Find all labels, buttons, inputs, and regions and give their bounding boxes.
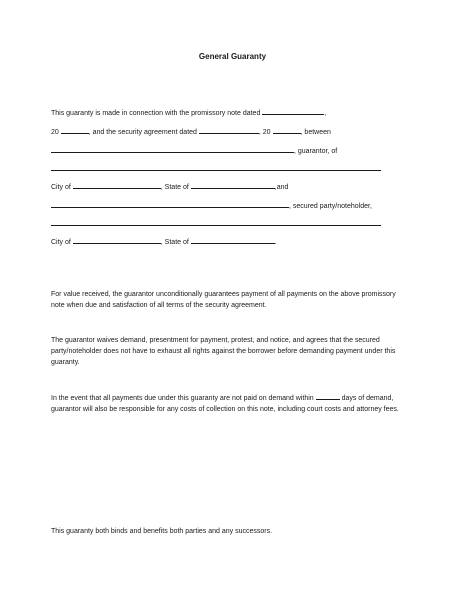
secured-party-name-blank[interactable] — [51, 200, 289, 208]
paragraph-collection — [51, 392, 411, 415]
intro-line-4 — [51, 163, 381, 175]
intro-line-8: City of , State of . — [51, 236, 277, 248]
guarantor-state-blank[interactable] — [191, 181, 275, 189]
intro-line-5 — [51, 181, 288, 193]
intro-line-2 — [51, 126, 331, 138]
year-prefix: 20 — [51, 129, 59, 136]
security-agreement-text: , and the security agreement dated — [88, 129, 197, 136]
secured-party-city-blank[interactable] — [73, 236, 161, 244]
document-title: General Guaranty — [198, 52, 267, 61]
intro-line-3 — [51, 145, 337, 157]
state-label: , State of — [160, 184, 189, 191]
agreement-year-blank[interactable] — [273, 126, 301, 134]
guarantor-label: , guarantor, of — [294, 148, 338, 155]
guarantor-address-blank[interactable] — [51, 163, 381, 171]
demand-days-blank[interactable] — [316, 392, 340, 400]
intro-line-7 — [51, 218, 381, 230]
city-label: City of — [51, 184, 71, 191]
city-label-b: City of — [51, 239, 71, 246]
intro-line-6 — [51, 200, 372, 212]
intro-line-1: This guaranty is made in connection with the promissory note dated , — [51, 107, 326, 119]
secured-party-state-blank[interactable] — [191, 236, 275, 244]
guarantor-name-blank[interactable] — [51, 145, 294, 153]
year-prefix-b: , 20 — [258, 129, 271, 136]
secured-party-label: , secured party/noteholder, — [289, 203, 372, 210]
and-label: ,and — [274, 184, 289, 191]
paragraph-successors: This guaranty both binds and benefits both parties and any successors. — [51, 528, 273, 535]
guarantor-city-blank[interactable] — [73, 181, 161, 189]
state-label-b: , State of — [160, 239, 189, 246]
collection-text-1: In the event that all payments due under this guaranty are not paid on demand within — [51, 395, 314, 402]
secured-party-address-blank[interactable] — [51, 218, 381, 226]
agreement-date-blank[interactable] — [199, 126, 259, 134]
collection-text-2: days of demand, guarantor will also be responsible for any costs of collection on this note, including court costs and attorney fees. — [51, 395, 399, 413]
note-date-blank[interactable] — [262, 107, 324, 115]
paragraph-waiver: The guarantor waives demand, presentment for payment, protest, and notice, and agrees that the secured party/noteholder does not have to exhaust all rights against the borrower before demanding payment under this guaranty. — [51, 337, 396, 366]
between-text: , between — [300, 129, 331, 136]
intro-text: This guaranty is made in connection with the promissory note dated — [51, 110, 261, 117]
paragraph-guarantee: For value received, the guarantor unconditionally guarantees payment of all payments on the above promissory note when due and satisfaction of all terms of the security agreement. — [51, 291, 396, 309]
note-year-blank[interactable] — [61, 126, 89, 134]
